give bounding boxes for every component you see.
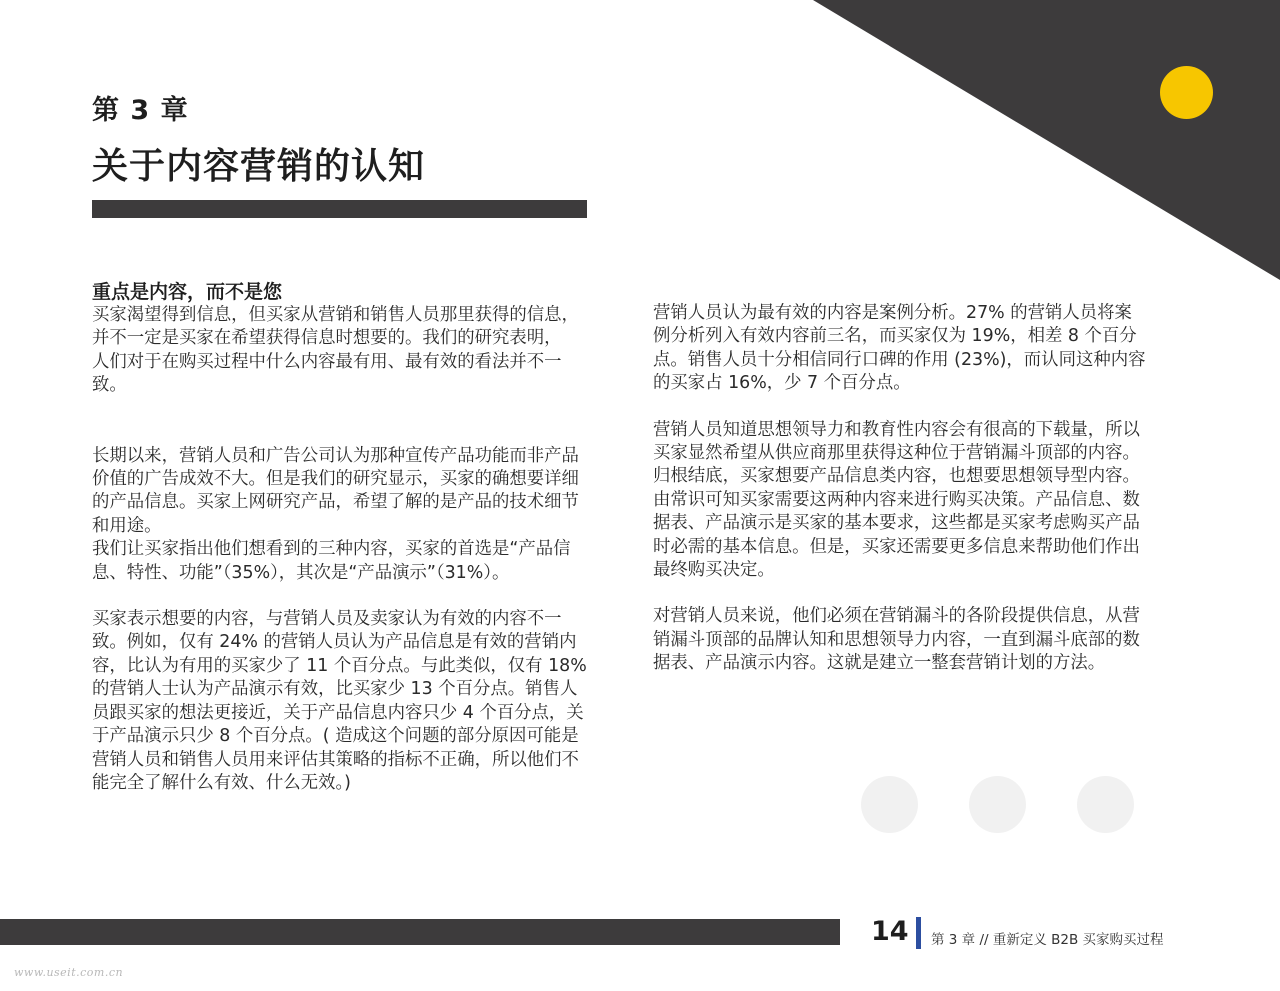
footer-divider — [916, 917, 921, 949]
section-subheading: 重点是内容，而不是您 — [92, 281, 283, 303]
paragraph: 长期以来，营销人员和广告公司认为那种宣传产品功能而非产品价值的广告成效不大。但是我们的研究显示，买家的确想要详细的产品信息。买家上网研究产品，希望了解的是产品的技术细节和用途。 — [92, 445, 579, 536]
paragraph: 我们让买家指出他们想看到的三种内容，买家的首选是“产品信息、特性、功能”（35%），其次是“产品演示”（31%）。 — [92, 539, 571, 583]
spacer — [92, 398, 588, 445]
chapter-title: 关于内容营销的认知 — [92, 146, 426, 187]
paragraph: 营销人员知道思想领导力和教育性内容会有很高的下载量，所以买家显然希望从供应商那里获得这种位于营销漏斗顶部的内容。归根结底，买家想要产品信息类内容，也想要思想领导型内容。由常识可知买家需要这两种内容来进行购买决策。产品信息、数据表、产品演示是买家的基本要求，这些都是买家考虑购买产品时必需的基本信息。但是，买家还需要更多信息来帮助他们作出最终购买决定。 — [653, 419, 1140, 581]
left-column — [92, 280, 588, 795]
footer-bar — [0, 919, 840, 945]
page-number: 14 — [871, 916, 909, 947]
paragraph: 买家渴望得到信息，但买家从营销和销售人员那里获得的信息，并不一定是买家在希望获得信息时想要的。我们的研究表明， — [92, 305, 579, 349]
paragraph: 买家表示想要的内容，与营销人员及卖家认为有效的内容不一致。例如，仅有 24% 的营销人员认为产品信息是有效的营销内容，比认为有用的买家少了 11 个百分点。与此类似，仅有 18% 的营销人士认为产品演示有效，比买家少 13 个百分点。销售人员跟买家的想法更接近，关于产品信息内容只少 4 个百分点，关于产品演示只少 8 个百分点。( 造成这个问题的部分原因可能是营销人员和销售人员用来评估其策略的指标不正确，所以他们不能完全了解什么有效、什么无效。) — [92, 609, 587, 793]
right-column — [653, 302, 1149, 676]
watermark: www.useit.com.cn — [14, 966, 124, 979]
running-title: 第 3 章 // 重新定义 B2B 买家购买过程 — [931, 932, 1164, 948]
yellow-circle-decoration — [1160, 66, 1213, 119]
gray-circle-decoration — [861, 776, 918, 833]
gray-circle-decoration — [1077, 776, 1134, 833]
spacer — [92, 585, 588, 608]
gray-circle-decoration — [969, 776, 1026, 833]
paragraph: 营销人员认为最有效的内容是案例分析。27% 的营销人员将案例分析列入有效内容前三名，而买家仅为 19%，相差 8 个百分点。销售人员十分相信同行口碑的作用 (23%)，而认同这种内容的买家占 16%，少 7 个百分点。 — [653, 303, 1146, 394]
spacer — [653, 582, 1149, 605]
title-underline-bar — [92, 200, 587, 218]
spacer — [653, 396, 1149, 419]
paragraph: 人们对于在购买过程中什么内容最有用、最有效的看法并不一致。 — [92, 351, 562, 396]
chapter-label: 第 3 章 — [92, 95, 189, 126]
paragraph: 对营销人员来说，他们必须在营销漏斗的各阶段提供信息，从营销漏斗顶部的品牌认知和思想领导力内容，一直到漏斗底部的数据表、产品演示内容。这就是建立一整套营销计划的方法。 — [653, 606, 1140, 674]
